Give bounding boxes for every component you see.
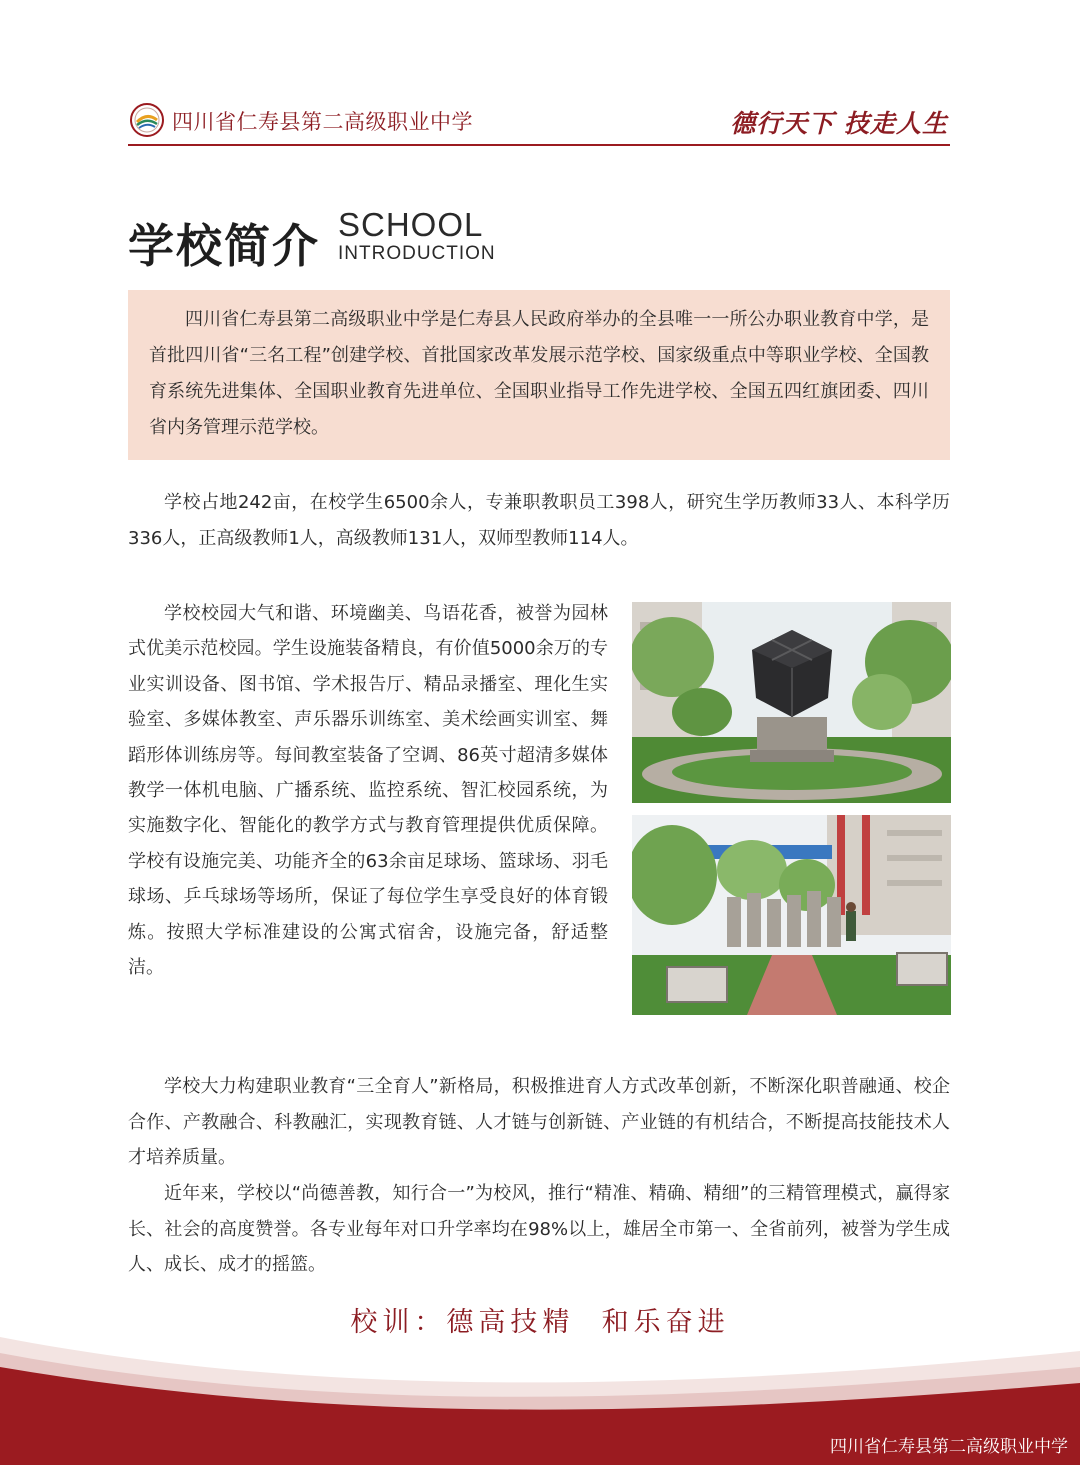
school-slogan: 校训：德高技精 和乐奋进 <box>350 1307 730 1338</box>
campus-photo-sculpture <box>632 602 951 803</box>
school-emblem-icon <box>130 103 164 137</box>
stats-paragraph: 学校占地242亩，在校学生6500余人，专兼职教职员工398人，研究生学历教师33人、本科学历336人，正高级教师1人，高级教师131人，双师型教师114人。 <box>128 492 950 549</box>
motto: 德行天下 技走人生 <box>730 109 948 138</box>
intro-box <box>128 290 950 460</box>
build-section <box>128 1069 950 1176</box>
campus-section <box>128 596 608 985</box>
page-title-en-line2: INTRODUCTION <box>338 243 496 264</box>
page-title: 学校简介 <box>128 219 320 273</box>
footer-school-name: 四川省仁寿县第二高级职业中学 <box>830 1437 1068 1457</box>
school-name: 四川省仁寿县第二高级职业中学 <box>172 110 473 134</box>
page-header <box>128 100 950 146</box>
campus-photo-garden <box>632 815 951 1015</box>
recent-section <box>128 1176 950 1283</box>
recent-paragraph: 近年来，学校以“尚德善教，知行合一”为校风，推行“精准、精确、精细”的三精管理模式，赢得家长、社会的高度赞誉。各专业每年对口升学率均在98%以上，雄居全市第一、全省前列，被誉为学生成人、成长、成才的摇篮。 <box>128 1183 950 1275</box>
intro-paragraph: 四川省仁寿县第二高级职业中学是仁寿县人民政府举办的全县唯一一所公办职业教育中学，是首批四川省“三名工程”创建学校、首批国家改革发展示范学校、国家级重点中等职业学校、全国教育系统先进集体、全国职业教育先进单位、全国职业指导工作先进学校、全国五四红旗团委、四川省内务管理示范学校。 <box>149 309 929 438</box>
campus-paragraph: 学校校园大气和谐、环境幽美、鸟语花香，被誉为园林式优美示范校园。学生设施装备精良，有价值5000余万的专业实训设备、图书馆、学术报告厅、精品录播室、理化生实验室、多媒体教室、声乐器乐训练室、美术绘画实训室、舞蹈形体训练房等。每间教室装备了空调、86英寸超清多媒体教学一体机电脑、广播系统、监控系统、智汇校园系统，为实施数字化、智能化的教学方式与教育管理提供优质保障。学校有设施完美、功能齐全的63余亩足球场、篮球场、羽毛球场、乒乓球场等场所，保证了每位学生享受良好的体育锻炼。按照大学标准建设的公寓式宿舍，设施完备，舒适整洁。 <box>128 603 608 979</box>
build-paragraph: 学校大力构建职业教育“三全育人”新格局，积极推进育人方式改革创新，不断深化职普融通、校企合作、产教融合、科教融汇，实现教育链、人才链与创新链、产业链的有机结合，不断提高技能技术人才培养质量。 <box>128 1076 950 1168</box>
stats-section <box>128 485 950 557</box>
page-title-en-line1: SCHOOL <box>338 206 484 243</box>
